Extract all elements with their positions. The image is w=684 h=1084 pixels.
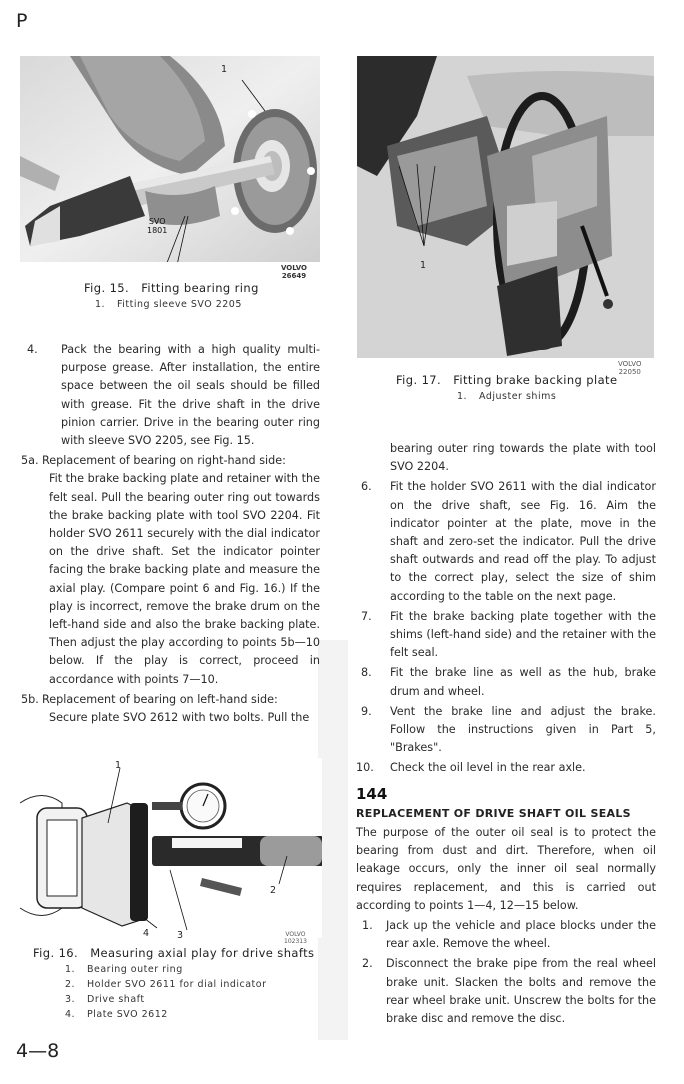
step-number: 10. (356, 761, 374, 775)
step-text: Fit the brake backing plate and retainer with the felt seal. Pull the bearing outer ring out towards the brake backing plate with tool SVO 2204. Fit holder SVO 2611 securely with the dial indicator on the drive shaft. Set the indicator pointer facing the brake backing plate and measure the axial play. (Compare point 6 and Fig. 16.) If the play is incorrect, remove the brake drum on the left-hand side and also the brake backing plate. Then adjust the play according to points 5b—10 below. If the play is correct, proceed in accordance with points 7—10. (49, 472, 320, 686)
fig15-callout-1: 1 (221, 64, 228, 75)
step-number: 6. (361, 480, 372, 494)
fig16-legend (65, 962, 267, 1022)
right-column (356, 440, 656, 778)
left-column (21, 341, 320, 727)
step-number: 9. (361, 704, 372, 718)
scan-shading (318, 640, 348, 1040)
step-text: Pack the bearing with a high quality multi-purpose grease. After installation, the entire space between the oil seals should be filled with grease. Fit the drive shaft in the drive pinion carrier. Drive in the bearing outer ring with sleeve SVO 2205, see Fig. 15. (61, 343, 320, 448)
step-7 (356, 608, 656, 663)
fig17-code-brand: VOLVO (618, 360, 642, 368)
step-heading: Replacement of bearing on left-hand side: (42, 692, 278, 706)
step-8 (356, 664, 656, 700)
step-5b (21, 691, 320, 727)
step-number: 2. (362, 957, 373, 971)
step-text: Secure plate SVO 2612 with two bolts. Pull the (49, 711, 310, 725)
step-6 (356, 478, 656, 605)
fig16-code (284, 931, 307, 945)
section-body (356, 824, 656, 1028)
continuation (356, 440, 656, 476)
fig17-legend (457, 389, 556, 404)
step-text: Vent the brake line and adjust the brake. Follow the instructions given in Part 5, "Brakes". (390, 704, 656, 755)
oil-seal-step-2 (356, 955, 656, 1028)
fig15-code (281, 264, 307, 280)
section-title: REPLACEMENT OF DRIVE SHAFT OIL SEALS (356, 807, 631, 820)
fig15-code-brand: VOLVO (281, 264, 307, 272)
step-text: Check the oil level in the rear axle. (390, 761, 586, 775)
fig15-caption: Fig. 15. Fitting bearing ring (84, 281, 259, 295)
fig15-code-number: 26649 (281, 272, 307, 280)
fig16-callout-1: 1 (115, 760, 122, 771)
fig17-photo (357, 56, 654, 358)
fig16-legend-item: 3. Drive shaft (65, 994, 145, 1005)
fig15-tool-line1: SVO (148, 217, 166, 226)
fig15-tool-line2: 1801 (147, 226, 168, 235)
fig17-callout-1: 1 (420, 260, 427, 271)
fig16-callout-4: 4 (143, 928, 150, 939)
step-number: 5b. (21, 692, 39, 706)
step-5a (21, 452, 320, 689)
fig17-legend-item: 1. Adjuster shims (457, 391, 557, 402)
step-10 (356, 759, 656, 777)
step-number: 8. (361, 666, 372, 680)
step-4 (27, 341, 320, 450)
fig16-code-number: 102313 (284, 938, 307, 945)
continuation-text: bearing outer ring towards the plate with tool SVO 2204. (390, 442, 656, 474)
fig15-photo (20, 56, 320, 262)
step-number: 4. (27, 343, 38, 356)
step-9 (356, 703, 656, 758)
fig17-code-number: 22050 (618, 368, 641, 376)
page-corner-letter: P (16, 10, 28, 32)
fig16-caption: Fig. 16. Measuring axial play for drive shafts (33, 946, 315, 960)
page-number: 4—8 (16, 1040, 60, 1062)
section-intro: The purpose of the outer oil seal is to protect the bearing from dust and dirt. Therefore, when oil leakage occurs, only the inner oil seal normally requires replacement, and this is carried out according to points 1—4, 12—15 below. (356, 826, 656, 912)
fig16-callout-3: 3 (177, 930, 184, 941)
fig16-legend-item: 1. Bearing outer ring (65, 964, 183, 975)
step-number: 1. (362, 919, 373, 933)
step-number: 5a. (21, 454, 39, 468)
fig16-legend-item: 2. Holder SVO 2611 for dial indicator (65, 979, 267, 990)
section-number: 144 (356, 785, 388, 803)
step-text: Jack up the vehicle and place blocks under the rear axle. Remove the wheel. (386, 919, 656, 951)
fig15-tool-label (147, 217, 167, 235)
step-text: Fit the brake line as well as the hub, brake drum and wheel. (390, 666, 656, 698)
step-text: Fit the holder SVO 2611 with the dial indicator on the drive shaft, see Fig. 16. Aim the indicator pointer at the plate, move in the shaft and zero-set the indicator. Pull the drive shaft outwards and read off the play. To adjust to the correct play, select the size of shim according to the table on the next page. (390, 480, 656, 603)
fig16-legend-item: 4. Plate SVO 2612 (65, 1009, 168, 1020)
fig16-drawing (12, 758, 322, 938)
fig17-caption: Fig. 17. Fitting brake backing plate (396, 373, 618, 387)
fig15-legend (95, 297, 242, 312)
fig15-legend-item: 1. Fitting sleeve SVO 2205 (95, 299, 242, 310)
fig16-code-brand: VOLVO (285, 931, 306, 938)
step-text: Fit the brake backing plate together with the shims (left-hand side) and the retainer with the felt seal. (390, 609, 656, 660)
step-number: 7. (361, 609, 372, 623)
fig16-callout-2: 2 (270, 885, 277, 896)
step-heading: Replacement of bearing on right-hand side: (42, 454, 286, 468)
step-text: Disconnect the brake pipe from the real wheel brake unit. Slacken the bolts and remove the rear wheel brake unit. Unscrew the bolts for the brake disc and remove the disc. (386, 957, 656, 1026)
fig17-code (618, 360, 641, 376)
oil-seal-step-1 (356, 917, 656, 953)
